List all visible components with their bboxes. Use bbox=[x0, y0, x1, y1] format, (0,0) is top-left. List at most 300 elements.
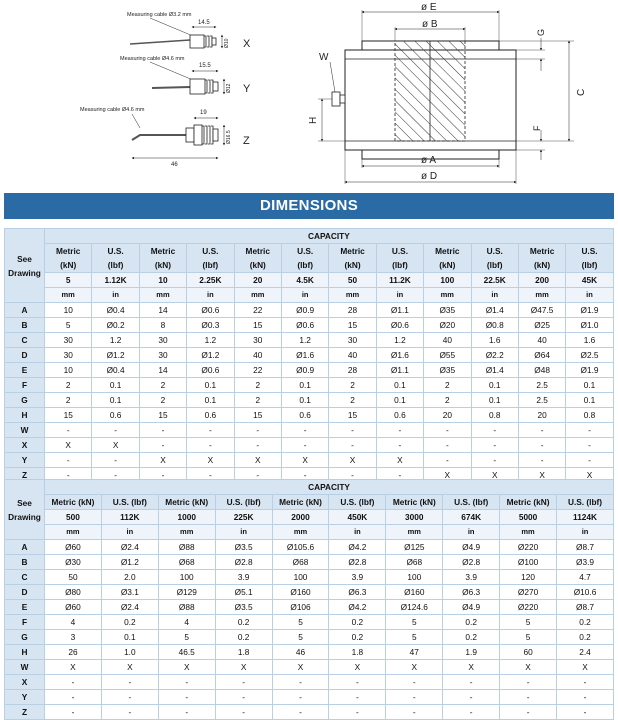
table-cell: Ø80 bbox=[45, 585, 102, 600]
unit-system-header: Metric (kN) bbox=[518, 244, 565, 273]
table-cell: 30 bbox=[139, 333, 186, 348]
table-cell: - bbox=[45, 690, 102, 705]
table-row bbox=[5, 555, 614, 570]
table-cell: - bbox=[139, 438, 186, 453]
table-cell: 30 bbox=[45, 348, 92, 363]
table-cell: Ø1.1 bbox=[376, 363, 423, 378]
table-cell: 2 bbox=[424, 393, 471, 408]
table-cell: X bbox=[45, 438, 92, 453]
row-label: G bbox=[5, 393, 45, 408]
table-cell: Ø1.6 bbox=[376, 348, 423, 363]
row-label: D bbox=[5, 585, 45, 600]
capacity-value: 225K bbox=[215, 510, 272, 525]
table-cell: Ø60 bbox=[45, 540, 102, 555]
table-cell: - bbox=[566, 423, 613, 438]
table-cell: X bbox=[376, 453, 423, 468]
table-cell: Ø2.4 bbox=[101, 540, 158, 555]
table-cell: 0.2 bbox=[557, 615, 614, 630]
table-cell: Ø8.7 bbox=[557, 600, 614, 615]
table-cell: 0.2 bbox=[557, 630, 614, 645]
unit-label: in bbox=[281, 288, 328, 303]
table-cell: - bbox=[45, 423, 92, 438]
table-cell: 2.5 bbox=[518, 378, 565, 393]
table-cell: - bbox=[92, 453, 139, 468]
table-cell: 0.2 bbox=[101, 615, 158, 630]
unit-system-row bbox=[5, 495, 614, 510]
table-cell: - bbox=[234, 468, 281, 483]
table-cell: Ø68 bbox=[158, 555, 215, 570]
table-row bbox=[5, 615, 614, 630]
capacity-value: 500 bbox=[45, 510, 102, 525]
table-cell: 0.2 bbox=[215, 630, 272, 645]
table-cell: 2.4 bbox=[557, 645, 614, 660]
table-cell: - bbox=[518, 438, 565, 453]
table-cell: 46 bbox=[272, 645, 329, 660]
table-cell: Ø220 bbox=[500, 600, 557, 615]
capacity-row bbox=[5, 273, 614, 288]
table-cell: 1.2 bbox=[376, 333, 423, 348]
table-cell: 47 bbox=[386, 645, 443, 660]
row-label: Z bbox=[5, 705, 45, 720]
capacity-value: 2000 bbox=[272, 510, 329, 525]
dim-y-diameter: Ø12 bbox=[226, 83, 232, 93]
table-cell: 15 bbox=[45, 408, 92, 423]
table-cell: Ø1.9 bbox=[566, 303, 613, 318]
capacity-value: 2.25K bbox=[187, 273, 234, 288]
table-cell: Ø20 bbox=[424, 318, 471, 333]
table-cell: X bbox=[234, 453, 281, 468]
table-cell: 28 bbox=[329, 303, 376, 318]
table-cell: Ø1.4 bbox=[471, 363, 518, 378]
table-cell: 4 bbox=[45, 615, 102, 630]
unit-system-header: U.S. (lbf) bbox=[281, 244, 328, 273]
table-cell: X bbox=[101, 660, 158, 675]
label-x: X bbox=[243, 38, 251, 50]
table-cell: 0.6 bbox=[281, 408, 328, 423]
table-cell: - bbox=[215, 690, 272, 705]
row-label: E bbox=[5, 363, 45, 378]
table-row bbox=[5, 453, 614, 468]
table-cell: - bbox=[500, 705, 557, 720]
table-cell: X bbox=[471, 468, 518, 483]
table-cell: Ø160 bbox=[386, 585, 443, 600]
table-cell: Ø35 bbox=[424, 363, 471, 378]
table-cell: Ø30 bbox=[45, 555, 102, 570]
unit-label: in bbox=[557, 525, 614, 540]
table-cell: - bbox=[386, 675, 443, 690]
table-cell: Ø4.9 bbox=[443, 600, 500, 615]
table-cell: Ø0.3 bbox=[187, 318, 234, 333]
row-label: Y bbox=[5, 690, 45, 705]
table-cell: - bbox=[471, 438, 518, 453]
table-cell: Ø2.5 bbox=[566, 348, 613, 363]
see-drawing-header: See Drawing bbox=[5, 480, 45, 540]
unit-label: in bbox=[443, 525, 500, 540]
table-cell: Ø0.8 bbox=[471, 318, 518, 333]
table-cell: 14 bbox=[139, 363, 186, 378]
table-cell: Ø0.6 bbox=[187, 363, 234, 378]
label-z: Z bbox=[243, 135, 250, 147]
table-cell: 2.0 bbox=[101, 570, 158, 585]
table-cell: Ø124.6 bbox=[386, 600, 443, 615]
table-cell: - bbox=[45, 675, 102, 690]
table-cell: Ø1.6 bbox=[281, 348, 328, 363]
table-cell: - bbox=[139, 468, 186, 483]
table-cell: Ø3.9 bbox=[557, 555, 614, 570]
table-cell: Ø4.2 bbox=[329, 600, 386, 615]
capacity-value: 11.2K bbox=[376, 273, 423, 288]
table-cell: - bbox=[329, 468, 376, 483]
table-cell: 2 bbox=[234, 378, 281, 393]
unit-label: mm bbox=[139, 288, 186, 303]
table-cell: Ø10.6 bbox=[557, 585, 614, 600]
table-cell: X bbox=[424, 468, 471, 483]
table-cell: 28 bbox=[329, 363, 376, 378]
table-cell: 3.9 bbox=[443, 570, 500, 585]
units-row bbox=[5, 288, 614, 303]
capacity-value: 5000 bbox=[500, 510, 557, 525]
capacity-row bbox=[5, 510, 614, 525]
table-cell: - bbox=[376, 468, 423, 483]
table-cell: 40 bbox=[424, 333, 471, 348]
table-cell: 46.5 bbox=[158, 645, 215, 660]
table-cell: Ø3.5 bbox=[215, 600, 272, 615]
table-cell: 2.5 bbox=[518, 393, 565, 408]
row-label: Y bbox=[5, 453, 45, 468]
table-cell: 1.2 bbox=[281, 333, 328, 348]
table-cell: - bbox=[329, 675, 386, 690]
table-cell: 15 bbox=[329, 318, 376, 333]
row-label: F bbox=[5, 615, 45, 630]
table-cell: Ø0.4 bbox=[92, 363, 139, 378]
table-cell: Ø270 bbox=[500, 585, 557, 600]
table-cell: X bbox=[92, 438, 139, 453]
table-cell: 2 bbox=[45, 393, 92, 408]
unit-system-header: Metric (kN) bbox=[386, 495, 443, 510]
unit-label: mm bbox=[45, 525, 102, 540]
table-cell: 0.1 bbox=[281, 378, 328, 393]
table-cell: - bbox=[158, 675, 215, 690]
connector-z-drawing bbox=[80, 107, 250, 168]
unit-label: in bbox=[101, 525, 158, 540]
table-cell: - bbox=[471, 423, 518, 438]
table-cell: 5 bbox=[386, 630, 443, 645]
table-cell: 2 bbox=[45, 378, 92, 393]
table-cell: Ø3.1 bbox=[101, 585, 158, 600]
table-cell: Ø1.0 bbox=[566, 318, 613, 333]
table-row bbox=[5, 585, 614, 600]
table-cell: 2 bbox=[424, 378, 471, 393]
table-cell: - bbox=[500, 690, 557, 705]
table-cell: - bbox=[443, 690, 500, 705]
label-y: Y bbox=[243, 83, 251, 95]
table-cell: Ø6.3 bbox=[329, 585, 386, 600]
table-cell: 30 bbox=[139, 348, 186, 363]
table-cell: 22 bbox=[234, 363, 281, 378]
table-cell: 10 bbox=[45, 363, 92, 378]
table-cell: Ø2.8 bbox=[215, 555, 272, 570]
table-cell: Ø100 bbox=[500, 555, 557, 570]
capacity-value: 1000 bbox=[158, 510, 215, 525]
table-row bbox=[5, 438, 614, 453]
table-cell: 15 bbox=[234, 318, 281, 333]
table-cell: X bbox=[557, 660, 614, 675]
unit-system-header: U.S. (lbf) bbox=[443, 495, 500, 510]
table-cell: 30 bbox=[329, 333, 376, 348]
table-cell: X bbox=[329, 453, 376, 468]
table-cell: - bbox=[45, 468, 92, 483]
table-cell: Ø1.9 bbox=[566, 363, 613, 378]
table-cell: - bbox=[281, 438, 328, 453]
table-row bbox=[5, 660, 614, 675]
table-cell: 40 bbox=[234, 348, 281, 363]
table-cell: X bbox=[187, 453, 234, 468]
table-cell: 0.1 bbox=[281, 393, 328, 408]
table-cell: Ø0.6 bbox=[281, 318, 328, 333]
unit-label: in bbox=[471, 288, 518, 303]
table-row bbox=[5, 705, 614, 720]
table-cell: Ø5.1 bbox=[215, 585, 272, 600]
unit-system-header: U.S. (lbf) bbox=[376, 244, 423, 273]
table-cell: - bbox=[92, 423, 139, 438]
table-cell: - bbox=[329, 423, 376, 438]
dimensions-table-small bbox=[4, 228, 614, 483]
table-row bbox=[5, 675, 614, 690]
unit-label: mm bbox=[386, 525, 443, 540]
table-cell: Ø55 bbox=[424, 348, 471, 363]
row-label: X bbox=[5, 675, 45, 690]
unit-label: in bbox=[92, 288, 139, 303]
table-cell: Ø1.2 bbox=[101, 555, 158, 570]
table-cell: - bbox=[101, 675, 158, 690]
table-row bbox=[5, 630, 614, 645]
unit-label: in bbox=[329, 525, 386, 540]
row-label: B bbox=[5, 555, 45, 570]
table-cell: X bbox=[45, 660, 102, 675]
table-cell: - bbox=[272, 705, 329, 720]
table-cell: 0.1 bbox=[566, 393, 613, 408]
table-cell: Ø1.1 bbox=[376, 303, 423, 318]
table-cell: - bbox=[566, 453, 613, 468]
label-e: ø E bbox=[421, 2, 437, 13]
table-cell: - bbox=[518, 423, 565, 438]
table-cell: 5 bbox=[272, 630, 329, 645]
table-cell: X bbox=[566, 468, 613, 483]
table-cell: Ø220 bbox=[500, 540, 557, 555]
table-cell: 50 bbox=[45, 570, 102, 585]
table-cell: 15 bbox=[234, 408, 281, 423]
table-cell: 0.8 bbox=[471, 408, 518, 423]
table-cell: 0.1 bbox=[101, 630, 158, 645]
table-cell: Ø105.6 bbox=[272, 540, 329, 555]
table-cell: 1.6 bbox=[566, 333, 613, 348]
table-cell: X bbox=[139, 453, 186, 468]
table-cell: 0.6 bbox=[187, 408, 234, 423]
table-cell: - bbox=[386, 705, 443, 720]
table-cell: - bbox=[281, 423, 328, 438]
unit-system-header: Metric (kN) bbox=[158, 495, 215, 510]
table-cell: 0.1 bbox=[376, 393, 423, 408]
table-cell: Ø3.5 bbox=[215, 540, 272, 555]
table-cell: - bbox=[92, 468, 139, 483]
table-cell: 1.0 bbox=[101, 645, 158, 660]
table-cell: Ø35 bbox=[424, 303, 471, 318]
unit-label: mm bbox=[518, 288, 565, 303]
table-cell: 4 bbox=[158, 615, 215, 630]
table-cell: 1.8 bbox=[215, 645, 272, 660]
table-row bbox=[5, 570, 614, 585]
capacity-value: 5 bbox=[45, 273, 92, 288]
unit-label: mm bbox=[329, 288, 376, 303]
table-cell: Ø47.5 bbox=[518, 303, 565, 318]
unit-label: in bbox=[215, 525, 272, 540]
capacity-value: 50 bbox=[329, 273, 376, 288]
table-cell: 100 bbox=[386, 570, 443, 585]
table-cell: 22 bbox=[234, 303, 281, 318]
label-w: W bbox=[319, 52, 329, 63]
table-cell: 1.9 bbox=[443, 645, 500, 660]
unit-system-header: U.S. (lbf) bbox=[471, 244, 518, 273]
row-label: H bbox=[5, 645, 45, 660]
unit-system-header: U.S. (lbf) bbox=[101, 495, 158, 510]
row-label: W bbox=[5, 423, 45, 438]
table-cell: - bbox=[557, 690, 614, 705]
table-cell: X bbox=[272, 660, 329, 675]
table-cell: 5 bbox=[500, 615, 557, 630]
table-cell: 0.1 bbox=[376, 378, 423, 393]
table-cell: 1.8 bbox=[329, 645, 386, 660]
dimensions-table-large bbox=[4, 479, 614, 720]
see-drawing-header: See Drawing bbox=[5, 229, 45, 303]
table-cell: - bbox=[281, 468, 328, 483]
table-cell: 3.9 bbox=[329, 570, 386, 585]
table-cell: 2 bbox=[139, 378, 186, 393]
table-cell: Ø4.2 bbox=[329, 540, 386, 555]
table-row bbox=[5, 303, 614, 318]
table-cell: Ø25 bbox=[518, 318, 565, 333]
table-row bbox=[5, 408, 614, 423]
table-cell: 5 bbox=[158, 630, 215, 645]
table-cell: Ø2.2 bbox=[471, 348, 518, 363]
table-cell: Ø8.7 bbox=[557, 540, 614, 555]
table-cell: - bbox=[101, 705, 158, 720]
capacity-header: CAPACITY bbox=[45, 480, 614, 495]
unit-label: mm bbox=[500, 525, 557, 540]
table-cell: Ø0.4 bbox=[92, 303, 139, 318]
table-cell: Ø88 bbox=[158, 600, 215, 615]
dimension-drawings bbox=[0, 0, 618, 188]
table-cell: - bbox=[45, 453, 92, 468]
unit-system-header: Metric (kN) bbox=[500, 495, 557, 510]
capacity-value: 112K bbox=[101, 510, 158, 525]
table-cell: - bbox=[329, 705, 386, 720]
table-cell: 15 bbox=[329, 408, 376, 423]
table-cell: 20 bbox=[518, 408, 565, 423]
unit-system-header: Metric (kN) bbox=[45, 244, 92, 273]
dim-x-diameter: Ø10 bbox=[224, 38, 230, 48]
table-cell: 2 bbox=[329, 393, 376, 408]
unit-system-header: Metric (kN) bbox=[234, 244, 281, 273]
unit-system-header: Metric (kN) bbox=[272, 495, 329, 510]
capacity-value: 1.12K bbox=[92, 273, 139, 288]
dim-z-total: 46 bbox=[171, 162, 178, 168]
table-cell: 5 bbox=[386, 615, 443, 630]
capacity-value: 10 bbox=[139, 273, 186, 288]
table-cell: 1.2 bbox=[92, 333, 139, 348]
table-cell: - bbox=[272, 675, 329, 690]
table-cell: - bbox=[187, 468, 234, 483]
table-cell: X bbox=[281, 453, 328, 468]
table-cell: 5 bbox=[272, 615, 329, 630]
unit-system-header: Metric (kN) bbox=[424, 244, 471, 273]
label-b: ø B bbox=[422, 19, 438, 30]
table-row bbox=[5, 423, 614, 438]
table-cell: - bbox=[158, 705, 215, 720]
table-cell: 0.8 bbox=[566, 408, 613, 423]
table-cell: 5 bbox=[45, 318, 92, 333]
row-label: Z bbox=[5, 468, 45, 483]
label-f: F bbox=[532, 125, 542, 131]
capacity-value: 3000 bbox=[386, 510, 443, 525]
table-cell: - bbox=[386, 690, 443, 705]
row-label: D bbox=[5, 348, 45, 363]
table-cell: Ø1.2 bbox=[92, 348, 139, 363]
connector-y-drawing bbox=[120, 56, 251, 95]
table-cell: - bbox=[424, 423, 471, 438]
table-cell: - bbox=[158, 690, 215, 705]
table-cell: 3.9 bbox=[215, 570, 272, 585]
capacity-value: 200 bbox=[518, 273, 565, 288]
capacity-value: 22.5K bbox=[471, 273, 518, 288]
table-cell: 2 bbox=[329, 378, 376, 393]
capacity-value: 100 bbox=[424, 273, 471, 288]
table-cell: X bbox=[158, 660, 215, 675]
table-row bbox=[5, 378, 614, 393]
table-cell: - bbox=[376, 423, 423, 438]
table-cell: 5 bbox=[500, 630, 557, 645]
unit-label: mm bbox=[234, 288, 281, 303]
table-cell: 0.2 bbox=[329, 615, 386, 630]
table-cell: Ø125 bbox=[386, 540, 443, 555]
table-cell: Ø88 bbox=[158, 540, 215, 555]
unit-label: mm bbox=[45, 288, 92, 303]
table-cell: X bbox=[443, 660, 500, 675]
unit-label: mm bbox=[424, 288, 471, 303]
capacity-value: 674K bbox=[443, 510, 500, 525]
label-g: G bbox=[536, 28, 546, 36]
table-cell: Ø0.2 bbox=[92, 318, 139, 333]
table-cell: 100 bbox=[158, 570, 215, 585]
row-label: F bbox=[5, 378, 45, 393]
table-cell: Ø1.2 bbox=[187, 348, 234, 363]
table-cell: - bbox=[329, 438, 376, 453]
dim-x-length: 14.5 bbox=[198, 20, 210, 26]
table-cell: 10 bbox=[45, 303, 92, 318]
row-label: H bbox=[5, 408, 45, 423]
table-cell: 26 bbox=[45, 645, 102, 660]
table-cell: X bbox=[518, 468, 565, 483]
table-cell: Ø2.8 bbox=[443, 555, 500, 570]
dim-y-length: 15.5 bbox=[199, 63, 211, 69]
table-cell: 4.7 bbox=[557, 570, 614, 585]
table-cell: 0.1 bbox=[187, 393, 234, 408]
label-d: ø D bbox=[421, 171, 438, 182]
table-cell: 1.2 bbox=[187, 333, 234, 348]
table-cell: 0.2 bbox=[215, 615, 272, 630]
table-cell: Ø1.4 bbox=[471, 303, 518, 318]
row-label: C bbox=[5, 333, 45, 348]
table-row bbox=[5, 600, 614, 615]
